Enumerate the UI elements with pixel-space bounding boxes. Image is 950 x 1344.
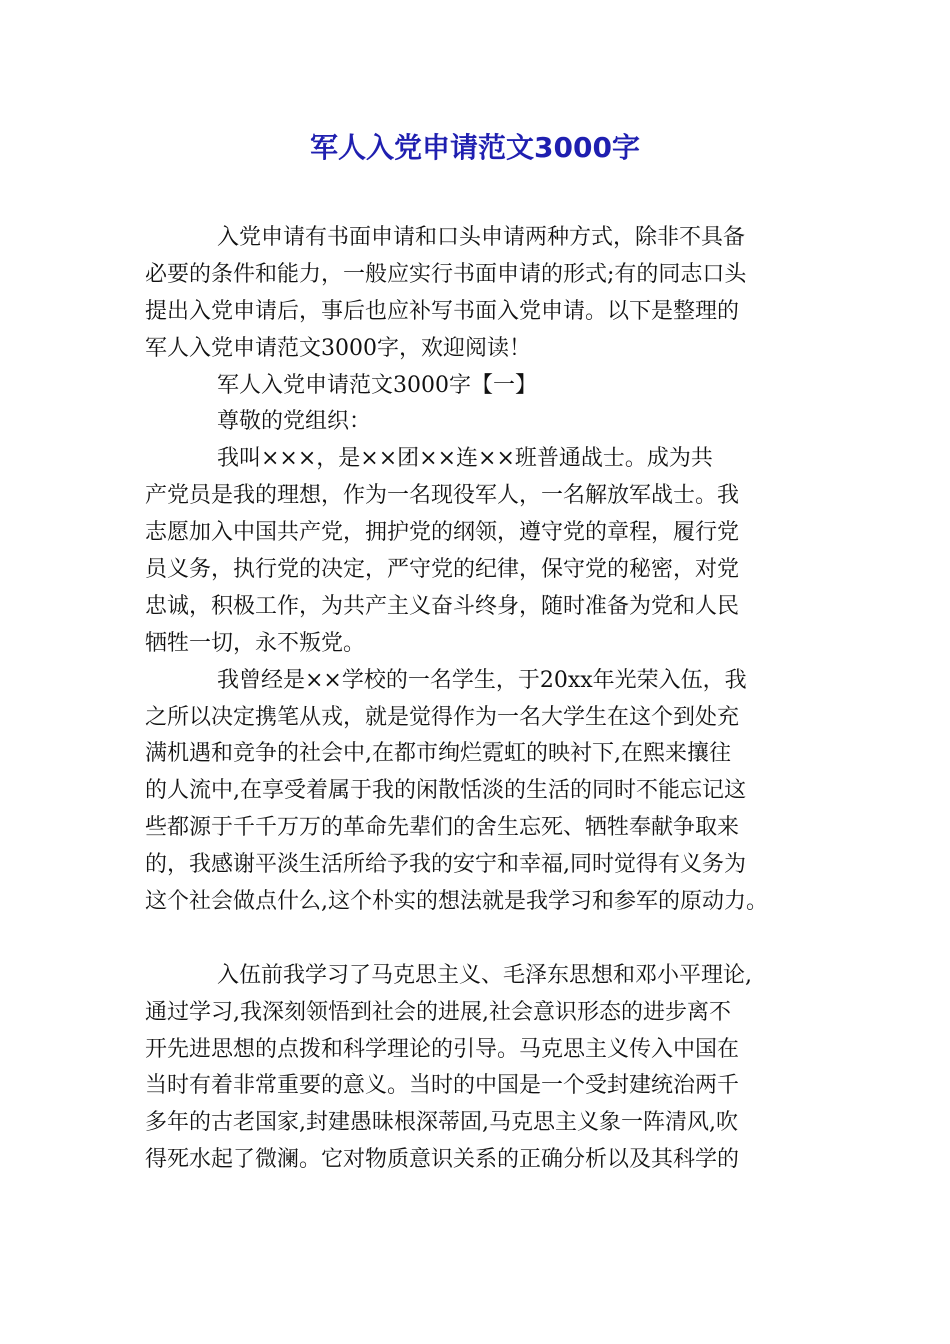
- text-line: 当时有着非常重要的意义。当时的中国是一个受封建统治两千: [145, 1073, 740, 1099]
- text-line: 满机遇和竞争的社会中,在都市绚烂霓虹的映衬下,在熙来攘往: [145, 741, 731, 767]
- text-line: 忠诚，积极工作，为共产主义奋斗终身，随时准备为党和人民: [145, 593, 740, 619]
- text-line: 得死水起了微澜。它对物质意识关系的正确分析以及其科学的: [145, 1147, 740, 1173]
- text-line: 这个社会做点什么,这个朴实的想法就是我学习和参军的原动力。: [145, 889, 768, 915]
- text-line: 入伍前我学习了马克思主义、毛泽东思想和邓小平理论,: [217, 962, 752, 988]
- text-line: 多年的古老国家,封建愚昧根深蒂固,马克思主义象一阵清风,吹: [145, 1110, 738, 1136]
- text-line: 军人入党申请范文3000字【一】: [217, 372, 537, 398]
- document-title: 军人入党申请范文3000字: [310, 131, 640, 164]
- text-line: 入党申请有书面申请和口头申请两种方式，除非不具备: [217, 225, 746, 250]
- text-line: 之所以决定携笔从戎，就是觉得作为一名大学生在这个到处充: [145, 704, 740, 730]
- text-line: 牺牲一切，永不叛党。: [145, 630, 366, 656]
- text-line: 的人流中,在享受着属于我的闲散恬淡的生活的同时不能忘记这: [145, 778, 746, 804]
- text-line: 我曾经是××学校的一名学生，于20xx年光荣入伍，我: [217, 667, 747, 693]
- text-line: 通过学习,我深刻领悟到社会的进展,社会意识形态的进步离不: [145, 999, 731, 1025]
- blank-line: [145, 921, 805, 958]
- text-line: 军人入党申请范文3000字，欢迎阅读！: [145, 335, 531, 361]
- text-line: 提出入党申请后，事后也应补写书面入党申请。以下是整理的: [145, 298, 740, 324]
- document-body: [145, 220, 805, 1179]
- text-line: 产党员是我的理想，作为一名现役军人，一名解放军战士。我: [145, 483, 740, 509]
- text-line: 的，我感谢平淡生活所给予我的安宁和幸福,同时觉得有义务为: [145, 852, 746, 878]
- text-line: 开先进思想的点拨和科学理论的引导。马克思主义传入中国在: [145, 1036, 740, 1062]
- text-line: 志愿加入中国共产党，拥护党的纲领，遵守党的章程，履行党: [145, 520, 740, 546]
- text-line: 我叫×××，是××团××连××班普通战士。成为共: [217, 446, 713, 472]
- text-line: 必要的条件和能力，一般应实行书面申请的形式;有的同志口头: [145, 261, 747, 287]
- text-line: 尊敬的党组织：: [217, 409, 372, 435]
- text-line: 些都源于千千万万的革命先辈们的舍生忘死、牺牲奉献争取来: [145, 815, 740, 841]
- text-line: 员义务，执行党的决定，严守党的纪律，保守党的秘密，对党: [145, 557, 740, 583]
